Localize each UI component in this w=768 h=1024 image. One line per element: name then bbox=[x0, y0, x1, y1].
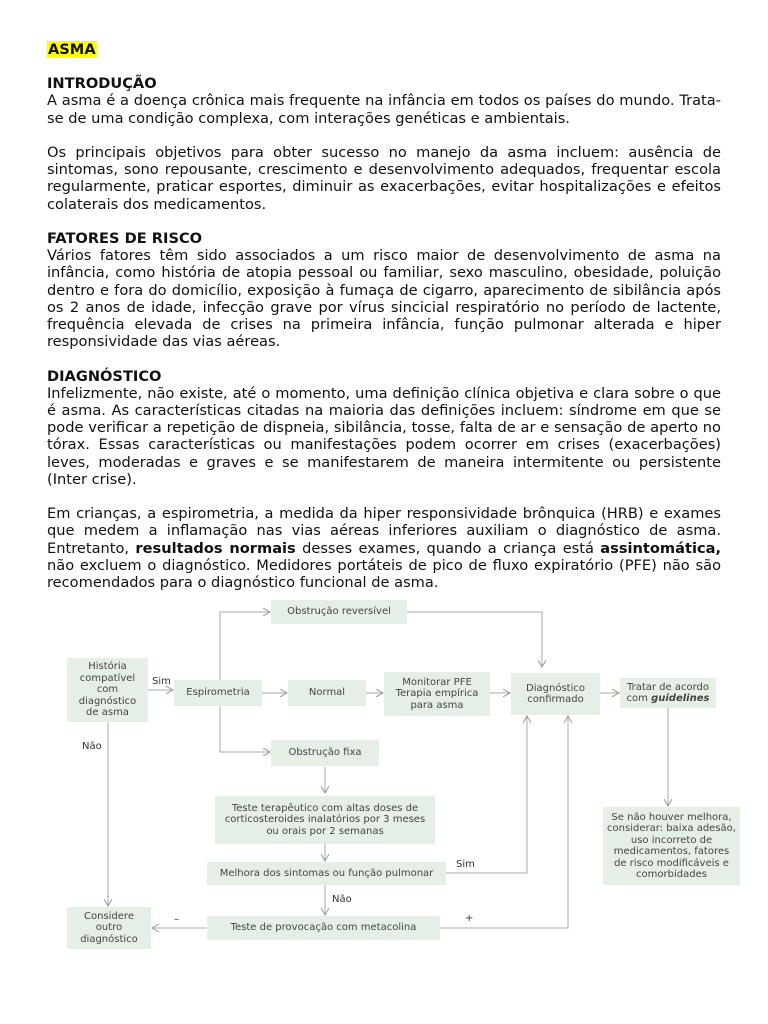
box-monitorar bbox=[384, 672, 490, 716]
box-melhora-text: Melhora dos sintomas ou função pulmonar bbox=[219, 867, 434, 879]
label-nao-1: Não bbox=[82, 741, 102, 752]
box-teste-terapeutico bbox=[215, 796, 435, 844]
arrow-provocacao-diagnostico bbox=[440, 716, 568, 928]
arrow-espirometria-obs-fixa bbox=[220, 706, 270, 752]
diagnosis-paragraph-1: Infelizmente, não existe, até o momento, uma definição clínica objetiva e clara sobre o que é asma. As características citadas na maioria das definições incluem: síndrome em que se pode verificar a repetição de dispneia, sibilância, tosse, falta de ar e sensação de aperto no tórax. Essas características ou manifestações podem ocorrer em crises (exacerbações) leves, moderadas e graves e se manifestarem de maneira intermitente ou persistente (Inter crise). bbox=[47, 384, 721, 488]
box-considere-text: Considere outro diagnóstico bbox=[80, 910, 138, 945]
document-title: ASMA bbox=[48, 41, 96, 58]
box-se-nao-text: Se não houver melhora, considerar: baixa adesão, uso incorreto de medicamentos, fatores de risco modificáveis e comorbidades bbox=[607, 811, 736, 880]
diag-text-d: não excluem o diagnóstico. Medidores portáteis de pico de fluxo expiratório (PFE) não são recomendados para o diagnóstico funcional de asma. bbox=[47, 556, 721, 592]
box-normal bbox=[288, 680, 366, 706]
intro-paragraph-2: Os principais objetivos para obter sucesso no manejo da asma incluem: ausência de sintomas, sono repousante, crescimento e desenvolvimento adequados, frequentar escola regularmente, praticar esportes, diminuir as exacerbações, evitar hospitalizações e efeitos colaterais dos medicamentos. bbox=[47, 144, 721, 213]
label-nao-2: Não bbox=[332, 894, 352, 905]
risk-paragraph: Vários fatores têm sido associados a um risco maior de desenvolvimento de asma na infância, como história de atopia pessoal ou familiar, sexo masculino, obesidade, poluição dentro e fora do domicílio, exposição à fumaça de cigarro, aparecimento de sibilância após os 2 anos de idade, infecção grave por vírus sincicial respiratório no período de lactente, frequência elevada de crises na primeira infância, função pulmonar alterada e hiper responsividade das vias aéreas. bbox=[47, 247, 721, 351]
risk-heading: FATORES DE RISCO bbox=[47, 230, 203, 247]
box-espirometria bbox=[174, 680, 262, 706]
box-obstrucao-reversivel bbox=[271, 600, 407, 624]
box-monitorar-line1: Monitorar PFE bbox=[402, 676, 472, 688]
box-teste-text: Teste terapêutico com altas doses de corticosteroides inalatórios por 3 meses ou orais por 2 semanas bbox=[224, 802, 426, 837]
label-plus: + bbox=[465, 913, 474, 924]
box-normal-text: Normal bbox=[308, 687, 346, 699]
arrow-melhora-diagnostico bbox=[446, 716, 527, 873]
box-obs-rev-text: Obstrução reversível bbox=[287, 606, 391, 618]
diagnosis-heading: DIAGNÓSTICO bbox=[47, 367, 162, 385]
box-se-nao-houver bbox=[603, 807, 740, 885]
label-sim-2: Sim bbox=[456, 859, 475, 870]
box-tratar-com: com bbox=[626, 693, 648, 704]
box-obstrucao-fixa bbox=[271, 740, 379, 766]
box-tratar-line2 bbox=[627, 693, 710, 705]
diagnosis-paragraph-2 bbox=[47, 505, 721, 591]
diag-text-a: Em crianças, a espirometria, a medida da hiper responsividade brônquica (HRB) e exames que medem a inflamação nas vias aéreas inferiores auxiliam o diagnóstico de asma. Entretanto, bbox=[47, 505, 721, 557]
diag-text-c: desses exames, quando a criança está bbox=[295, 539, 601, 557]
box-tratar-line1: Tratar de acordo bbox=[626, 681, 710, 693]
box-obs-fixa-text: Obstrução fixa bbox=[288, 747, 362, 759]
box-diag-line2: confirmado bbox=[527, 694, 584, 705]
arrow-espirometria-obs-reversivel bbox=[220, 612, 270, 680]
label-sim-1: Sim bbox=[152, 676, 171, 687]
label-minus: – bbox=[174, 914, 179, 925]
box-monitorar-line3: para asma bbox=[410, 699, 464, 711]
box-historia bbox=[67, 658, 148, 722]
intro-paragraph-1: A asma é a doença crônica mais frequente na infância em todos os países do mundo. Trata-se de uma condição complexa, com interações genéticas e ambientais. bbox=[47, 92, 721, 127]
box-espirometria-text: Espirometria bbox=[186, 687, 250, 699]
box-considere bbox=[67, 907, 151, 949]
box-monitorar-line2: Terapia empírica bbox=[395, 688, 479, 700]
box-tratar-guidelines: guidelines bbox=[651, 693, 710, 704]
box-tratar bbox=[620, 678, 716, 708]
box-diagnostico-confirmado bbox=[511, 673, 600, 715]
box-provocacao-text: Teste de provocação com metacolina bbox=[230, 922, 417, 934]
box-provocacao bbox=[207, 916, 440, 940]
box-diag-line1: Diagnóstico bbox=[526, 682, 585, 694]
box-historia-text: História compatível com diagnóstico de asma bbox=[78, 661, 137, 719]
diag-bold-asymptomatic: assintomática, bbox=[600, 539, 721, 557]
intro-heading: INTRODUÇÃO bbox=[47, 75, 157, 93]
arrow-obs-reversivel-diagnostico bbox=[407, 612, 542, 667]
box-melhora bbox=[207, 862, 446, 885]
document-body bbox=[47, 41, 721, 591]
diag-bold-normal-results: resultados normais bbox=[135, 539, 296, 557]
